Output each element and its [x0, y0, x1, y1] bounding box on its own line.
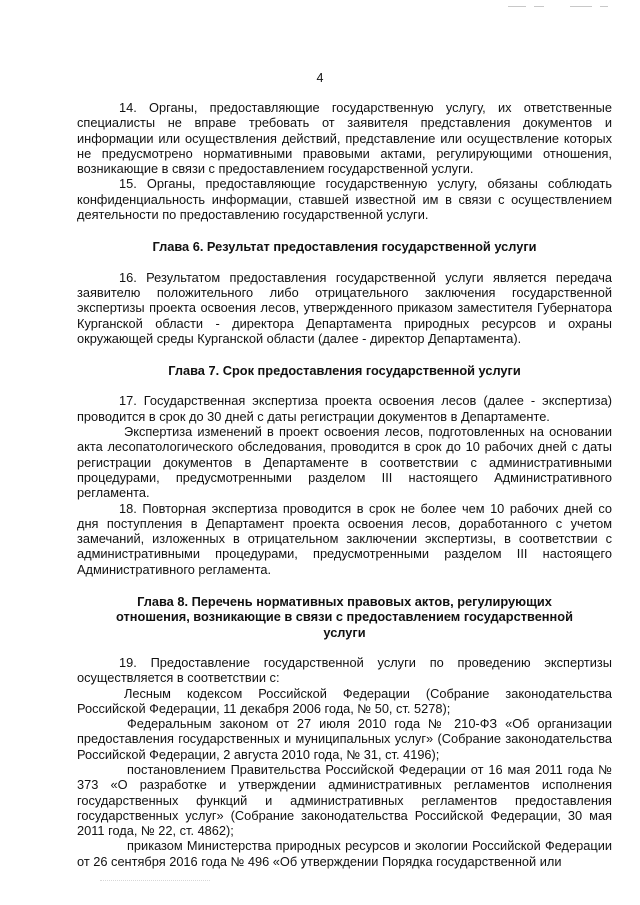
- legal-act-federal-law-210: Федеральным законом от 27 июля 2010 года № 210-ФЗ «Об организации предоставления государственных и муниципальных услуг» (Собрание законодательства Российской Федерации, 2 августа 2010 года, № 31, ст. 4196);: [77, 716, 612, 762]
- paragraph-19: 19. Предоставление государственной услуги по проведению экспертизы осуществляется в соответствии с:: [77, 654, 612, 686]
- paragraph-15: 15. Органы, предоставляющие государственную услугу, обязаны соблюдать конфиденциальность информации, ставшей известной им в связи с осуществлением деятельности по предоставлению государственной услуги.: [77, 176, 612, 223]
- paragraph-16: 16. Результатом предоставления государственной услуги является передача заявителю положительного либо отрицательного заключения государственной экспертизы проекта освоения лесов, утвержденного приказом заместителя Губернатора Курганской области - директора Департамента природных ресурсов и охраны окружающей среды Курганской области (далее - директор Департамента).: [77, 269, 612, 346]
- legal-act-ministry-order-496: приказом Министерства природных ресурсов и экологии Российской Федерации от 26 сентября 2016 года № 496 «Об утверждении Порядка государственной или: [77, 838, 612, 869]
- scan-artifact-line: [100, 880, 210, 882]
- paragraph-17: 17. Государственная экспертиза проекта освоения лесов (далее - экспертиза) проводится в срок до 30 дней с даты регистрации документов в Департаменте.: [77, 393, 612, 424]
- page-number: 4: [316, 71, 324, 85]
- legal-act-government-decree-373: постановлением Правительства Российской Федерации от 16 мая 2011 года № 373 «О разработке и утверждении административных регламентов исполнения государственных функций и административных регламентов предоставления государственных услуг» (Собрание законодательства Российской Федерации, 30 мая 2011 года, № 22, ст. 4862);: [77, 761, 612, 839]
- paragraph-17-expertise-changes: Экспертиза изменений в проект освоения лесов, подготовленных на основании акта лесопатологического обследования, проводится в срок до 10 рабочих дней с даты регистрации документов в Департаменте в соответствии с административными процедурами, предусмотренными разделом III настоящего Административного регламента.: [77, 424, 612, 501]
- document-body: [77, 100, 612, 869]
- scan-marks: [508, 6, 628, 10]
- legal-act-forest-code: Лесным кодексом Российской Федерации (Собрание законодательства Российской Федерации, 11 декабря 2006 года, № 50, ст. 5278);: [77, 685, 612, 716]
- chapter-6-heading: Глава 6. Результат предоставления государственной услуги: [152, 239, 537, 255]
- paragraph-14: 14. Органы, предоставляющие государственную услугу, их ответственные специалисты не вправе требовать от заявителя представления документов и информации или осуществления действий, представление или осуществление которых не предусмотрено нормативными правовыми актами, регулирующими отношения, возникающие в связи с предоставлением государственной услуги.: [77, 100, 612, 177]
- paragraph-18: 18. Повторная экспертиза проводится в срок не более чем 10 рабочих дней со дня поступления в Департамент проекта освоения лесов, доработанного с учетом замечаний, изложенных в отрицательном заключении экспертизы, в соответствии с административными процедурами, предусмотренными разделом III настоящего Административного регламента.: [77, 500, 612, 577]
- chapter-8-heading: Глава 8. Перечень нормативных правовых актов, регулирующих отношения, возникающие в связи с предоставлением государственной услуги: [116, 594, 573, 640]
- chapter-7-heading: Глава 7. Срок предоставления государственной услуги: [168, 363, 521, 379]
